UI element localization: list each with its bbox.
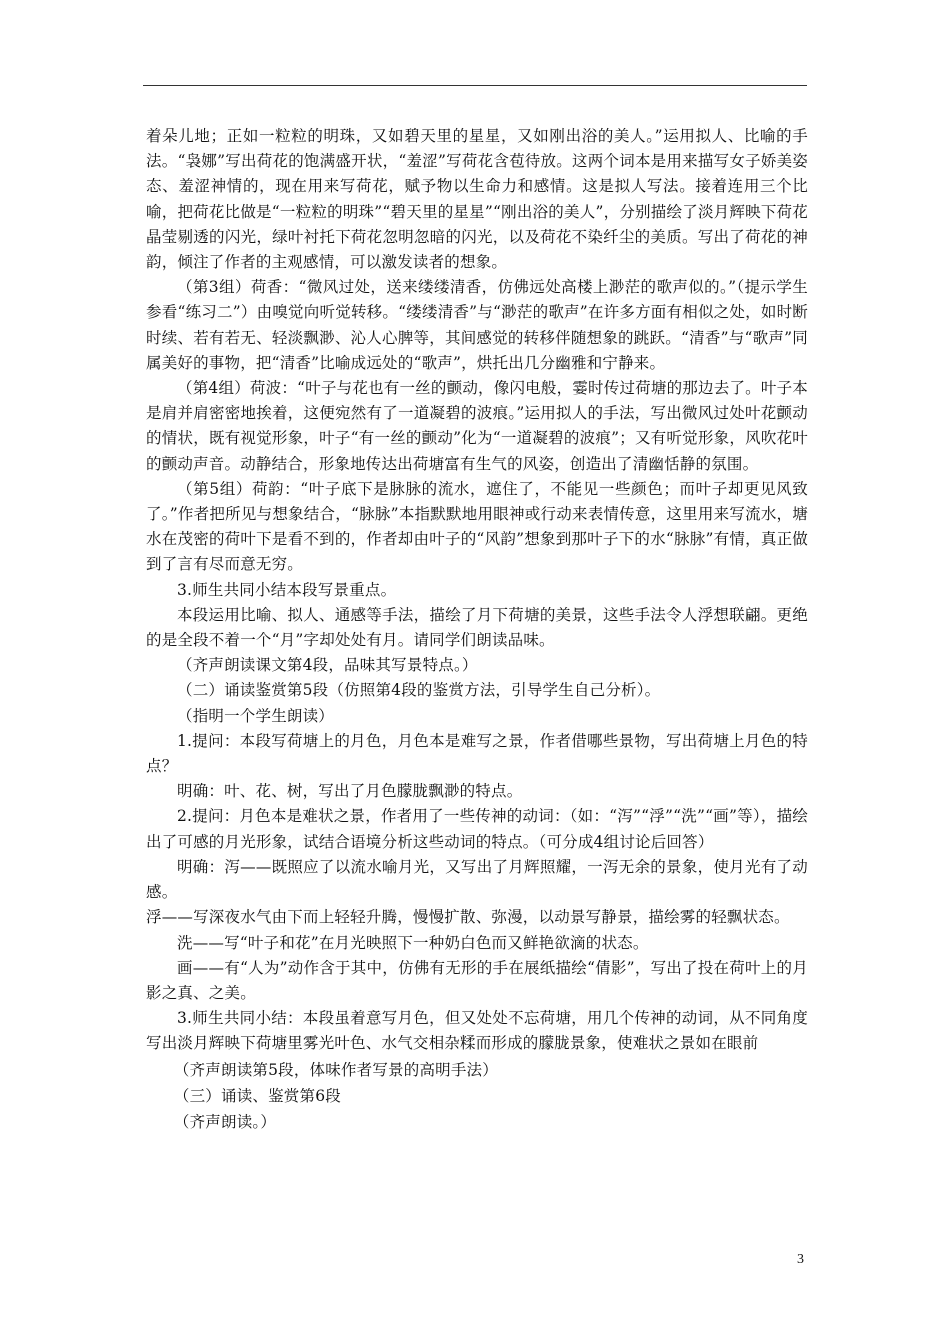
paragraph: （齐声朗读课文第4段，品味其写景特点。）	[177, 656, 478, 675]
paragraph: 明确：泻——既照应了以流水喻月光，又写出了月辉照耀，一泻无余的景象，使月光有了动感。	[146, 857, 808, 902]
paragraph: 着朵儿地；正如一粒粒的明珠，又如碧天里的星星，又如刚出浴的美人。”运用拟人、比喻的手法。“袅娜”写出荷花的饱满盛开状，“羞涩”写荷花含苞待放。这两个词本是用来描写女子娇美姿态、羞涩神情的，现在用来写荷花，赋予物以生命力和感情。这是拟人写法。接着连用三个比喻，把荷花比做是“一粒粒的明珠”“碧天里的星星”“刚出浴的美人”，分别描绘了淡月辉映下荷花晶莹剔透的闪光，绿叶衬托下荷花忽明忽暗的闪光，以及荷花不染纤尘的美质。写出了荷花的神韵，倾注了作者的主观感情，可以激发读者的想象。	[146, 127, 808, 272]
paragraph: （齐声朗读。）	[173, 1112, 277, 1131]
page-number: 3	[797, 1252, 804, 1267]
paragraph: （第5组）荷韵：“叶子底下是脉脉的流水，遮住了，不能见一些颜色；而叶子却更见风致了。”作者把所见与想象结合，“脉脉”本指默默地用眼神或行动来表情传意，这里用来写流水，塘水在茂密的荷叶下是看不到的，作者却由叶子的“风韵”想象到那叶子下的水“脉脉”有情，真正做到了言有尽而意无穷。	[146, 479, 808, 574]
paragraph: （二）诵读鉴赏第5段（仿照第4段的鉴赏方法，引导学生自己分析）。	[177, 681, 661, 700]
paragraph: （三）诵读、鉴赏第6段	[173, 1086, 341, 1105]
paragraph: 本段运用比喻、拟人、通感等手法，描绘了月下荷塘的美景，这些手法令人浮想联翩。更绝的是全段不着一个“月”字却处处有月。请同学们朗读品味。	[146, 605, 808, 650]
header-rule	[143, 85, 807, 86]
paragraph: 2.提问：月色本是难状之景，作者用了一些传神的动词：（如：“泻”“浮”“洗”“画”等），描绘出了可感的月光形象，试结合语境分析这些动词的特点。（可分成4组讨论后回答）	[146, 807, 808, 851]
paragraph: 洗——写“叶子和花”在月光映照下一种奶白色而又鲜艳欲滴的状态。	[177, 933, 649, 952]
paragraph: 画——有“人为”动作含于其中，仿佛有无形的手在展纸描绘“倩影”，写出了投在荷叶上的月影之真、之美。	[146, 958, 808, 1002]
paragraph: 浮——写深夜水气由下而上轻轻升腾，慢慢扩散、弥漫，以动景写静景，描绘雾的轻飘状态。	[146, 908, 790, 927]
paragraph: 3.师生共同小结：本段虽着意写月色，但又处处不忘荷塘，用几个传神的动词，从不同角度写出淡月辉映下荷塘里雾光叶色、水气交相杂糅而形成的朦胧景象，使难状之景如在眼前	[146, 1009, 808, 1053]
paragraph: （指明一个学生朗读）	[177, 706, 335, 725]
paragraph: 1.提问：本段写荷塘上的月色，月色本是难写之景，作者借哪些景物，写出荷塘上月色的特点？	[146, 731, 808, 776]
paragraph: 3.师生共同小结本段写景重点。	[177, 580, 397, 599]
paragraph: （第3组）荷香：“微风过处，送来缕缕清香，仿佛远处高楼上渺茫的歌声似的。”（提示学生参看“练习二”）由嗅觉向听觉转移。“缕缕清香”与“渺茫的歌声”在许多方面有相似之处，如时断时续、若有若无、轻淡飘渺、沁人心脾等，其间感觉的转移伴随想象的跳跃。“清香”与“歌声”同属美好的事物，把“清香”比喻成远处的“歌声”，烘托出几分幽雅和宁静来。	[146, 278, 808, 372]
paragraph: （第4组）荷波：“叶子与花也有一丝的颤动，像闪电般，霎时传过荷塘的那边去了。叶子本是肩并肩密密地挨着，这便宛然有了一道凝碧的波痕。”运用拟人的手法，写出微风过处叶花颤动的情状，既有视觉形象，叶子“有一丝的颤动”化为“一道凝碧的波痕”；又有听觉形象，风吹花叶的颤动声音。动静结合，形象地传达出荷塘富有生气的风姿，创造出了清幽恬静的氛围。	[146, 379, 808, 473]
paragraph: （齐声朗读第5段，体味作者写景的高明手法）	[173, 1060, 498, 1079]
paragraph: 明确：叶、花、树，写出了月色朦胧飘渺的特点。	[177, 782, 523, 801]
document-body	[146, 124, 808, 1135]
